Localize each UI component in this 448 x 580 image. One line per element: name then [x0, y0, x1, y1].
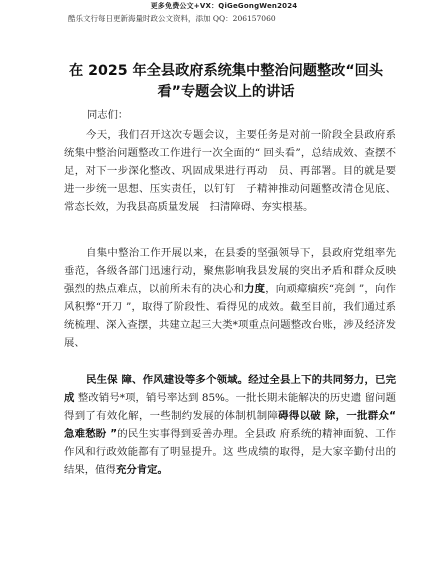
- paragraph-3-text-a: 整改销号*项，销号率达到 85%。一批长期未能解决的历史遗 留问题得到了有效化解，一些制约发展的体制机制障: [64, 392, 396, 423]
- paragraph-2-text-a: 自集中整治工作开展以来，在县委的坚强领导下，县政府党组率先垂范，各级各部门迅速行动，聚焦影响我县发展的突出矛盾和群众反映强烈的热点难点，以前所未有的决心和: [64, 247, 396, 296]
- paragraph-2: [64, 244, 396, 353]
- paragraph-3: [64, 371, 396, 480]
- paragraph-3-text-b: 的民生实事得到妥善办理。全县政 府系统的精神面貌、工作作风和行政效能都有了明显提升。这 些成绩的取得，是大家辛勤付出的结果，值得: [64, 428, 396, 477]
- paragraph-2-text-c: 看得见的成效。截至目前，我们通过系统梳理、深入查摆，共建立起三大类*项重点问题整改台账，涉及经济发展、: [64, 301, 396, 350]
- paragraph-3-bold-a: 民生保 障、作风建设等多个领域。经过全县上下的共同努力，已完成: [64, 374, 396, 405]
- salutation: 同志们：: [87, 109, 129, 121]
- paragraph-3-bold-c: 充分肯定。: [115, 464, 168, 477]
- paragraph-2-text-b: ，向顽瘴痼疾“亮剑 ”，向作风积弊“开刀 ”，取得了阶段性、: [64, 283, 397, 314]
- header-line: 酷乐文行每日更新海量时政公文资料，添加 QQ：206157060: [68, 14, 276, 23]
- paragraph-3-bold-b: 碍得以破 除，一批群众“ 急难愁盼 ”: [64, 410, 396, 441]
- document-title: 在 2025 年全县政府系统集中整治问题整改“回头看”专题会议上的讲话: [68, 63, 384, 100]
- paragraph-1: 今天，我们召开这次专题会议，主要任务是对前一阶段全县政府系统集中整治问题整改工作进行一次全面的“ 回头看”，总结成效、查摆不足，对下一步深化整改、巩固成果进行再动 员、再部署。目的就是要进一步统一思想、压实责任，以钉钉 子精神推动问题整改清仓见底、常态长效，为我县高质量发展 扫清障碍、夯实根基。: [64, 129, 396, 214]
- top-banner: 更多免费公文+VX：QiGeGongWen2024: [150, 2, 298, 10]
- paragraph-2-bold-a: 力度: [244, 283, 266, 296]
